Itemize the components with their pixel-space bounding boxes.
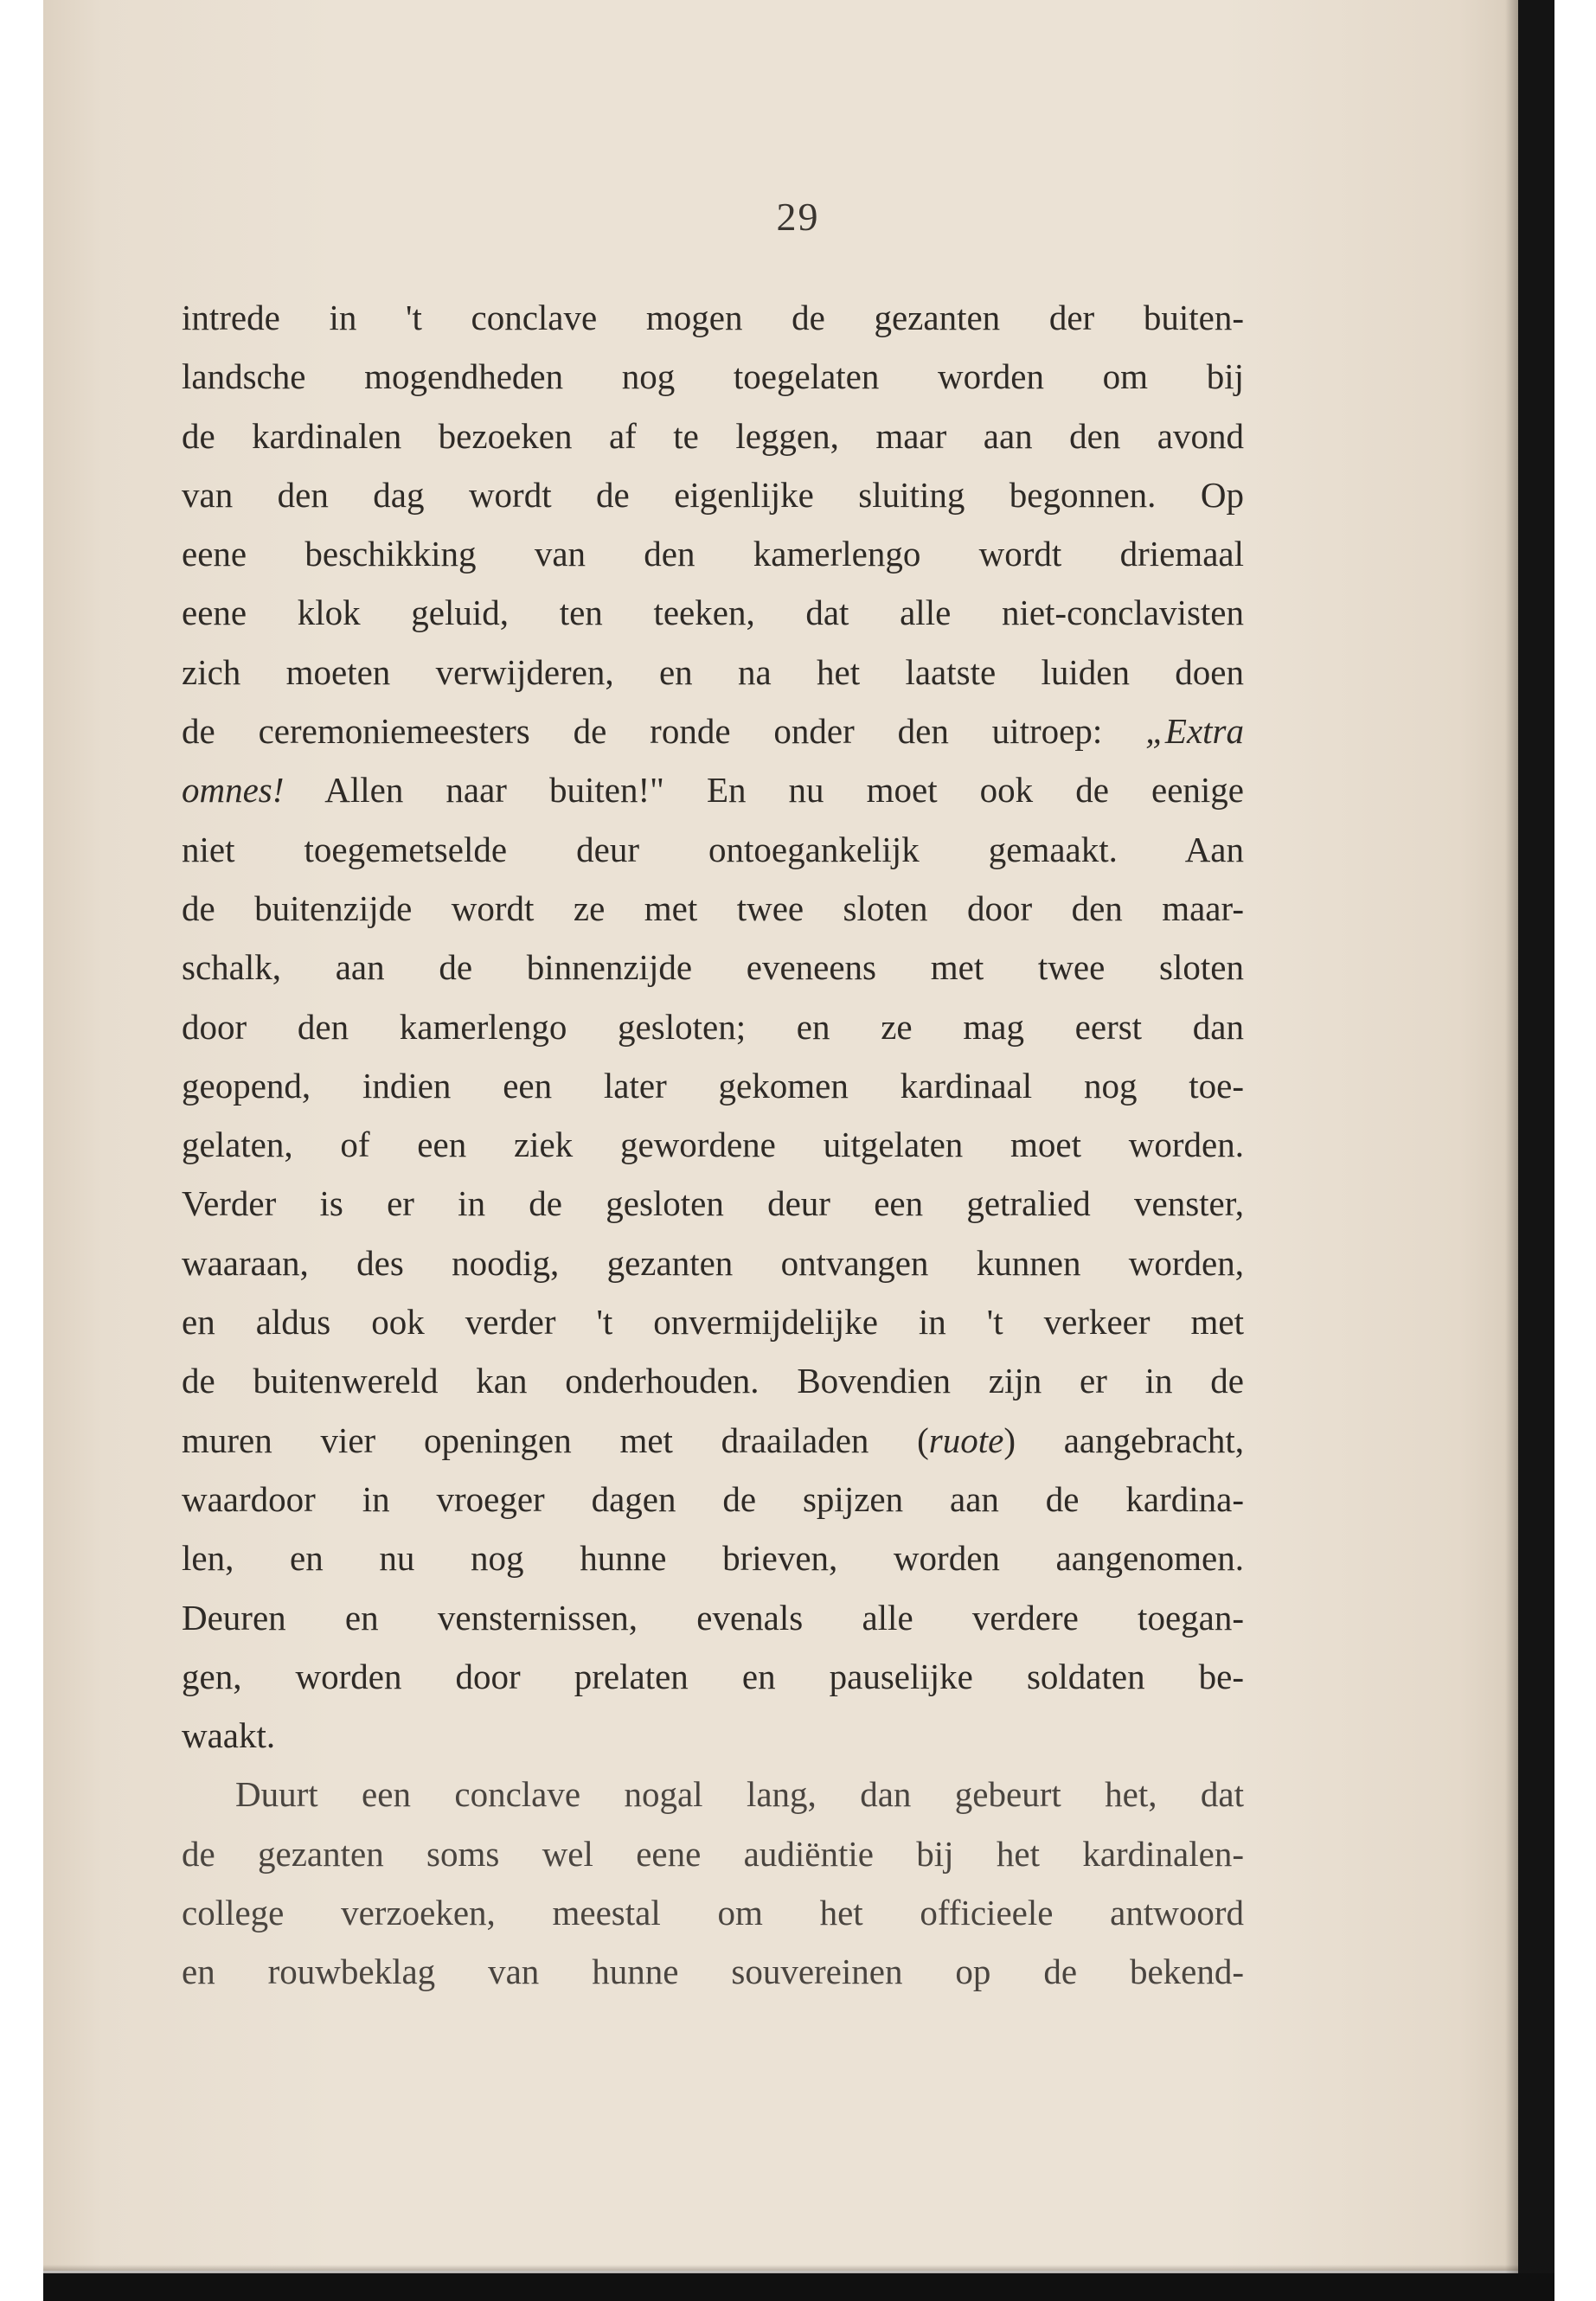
text-line: geopend, indien een later gekomen kardinaal nog toe-	[182, 1065, 1244, 1106]
text-line: door den kamerlengo gesloten; en ze mag eerst dan	[182, 1006, 1244, 1047]
text-line	[182, 702, 1244, 760]
text-line: waardoor in vroeger dagen de spijzen aan de kardina-	[182, 1478, 1244, 1519]
text-line: de buitenzijde wordt ze met twee sloten door den maar-	[182, 888, 1244, 928]
text-line: eene beschikking van den kamerlengo wordt driemaal	[182, 534, 1244, 574]
text-line: gen, worden door prelaten en pauselijke soldaten be-	[182, 1656, 1244, 1696]
text-line	[182, 1411, 1244, 1470]
book-spine-edge	[1518, 0, 1554, 2301]
text-line: college verzoeken, meestal om het officieele antwoord	[182, 1893, 1244, 1933]
text-line: de buitenwereld kan onderhouden. Bovendien zijn er in de	[182, 1361, 1244, 1401]
text-line	[182, 760, 1244, 819]
text-line: zich moeten verwijderen, en na het laatste luiden doen	[182, 651, 1244, 692]
italic-segment: omnes!	[182, 770, 285, 811]
text-segment: Allen naar buiten!" En nu moet ook de eenige	[284, 770, 1244, 811]
text-line: len, en nu nog hunne brieven, worden aangenomen.	[182, 1538, 1244, 1579]
paragraph-start-line: Duurt een conclave nogal lang, dan gebeurt het, dat	[235, 1774, 1244, 1815]
text-line: en aldus ook verder 't onvermijdelijke in 't verkeer met	[182, 1302, 1244, 1343]
text-line: gelaten, of een ziek gewordene uitgelaten moet worden.	[182, 1125, 1244, 1165]
italic-segment: ruote	[928, 1420, 1004, 1460]
text-line: en rouwbeklag van hunne souvereinen op de bekend-	[182, 1952, 1244, 1992]
text-line: schalk, aan de binnenzijde eveneens met twee sloten	[182, 947, 1244, 988]
text-line: intrede in 't conclave mogen de gezanten der buiten-	[182, 298, 1244, 337]
text-line: eene klok geluid, ten teeken, dat alle niet-conclavisten	[182, 593, 1244, 633]
text-segment: muren vier openingen met draailaden (	[182, 1420, 929, 1460]
body-text	[182, 288, 1244, 2002]
text-line: waakt.	[182, 1715, 276, 1756]
text-line: niet toegemetselde deur ontoegankelijk gemaakt. Aan	[182, 829, 1244, 869]
page-bottom-shadow	[43, 2265, 1518, 2273]
text-line: landsche mogendheden nog toegelaten worden om bij	[182, 356, 1244, 397]
text-segment: de ceremoniemeesters de ronde onder den uitroep:	[182, 711, 1146, 752]
text-line: waaraan, des noodig, gezanten ontvangen kunnen worden,	[182, 1242, 1244, 1283]
italic-segment: „Extra	[1145, 711, 1244, 752]
text-line: Verder is er in de gesloten deur een getralied venster,	[182, 1183, 1244, 1224]
page-number: 29	[776, 195, 820, 239]
scan-bottom-border	[43, 2273, 1554, 2301]
text-line: de gezanten soms wel eene audiëntie bij het kardinalen-	[182, 1833, 1244, 1874]
text-line: de kardinalen bezoeken af te leggen, maar aan den avond	[182, 415, 1244, 456]
text-line: Deuren en vensternissen, evenals alle verdere toegan-	[182, 1597, 1244, 1638]
text-line: van den dag wordt de eigenlijke sluiting begonnen. Op	[182, 474, 1244, 515]
text-segment: ) aangebracht,	[1003, 1420, 1244, 1460]
